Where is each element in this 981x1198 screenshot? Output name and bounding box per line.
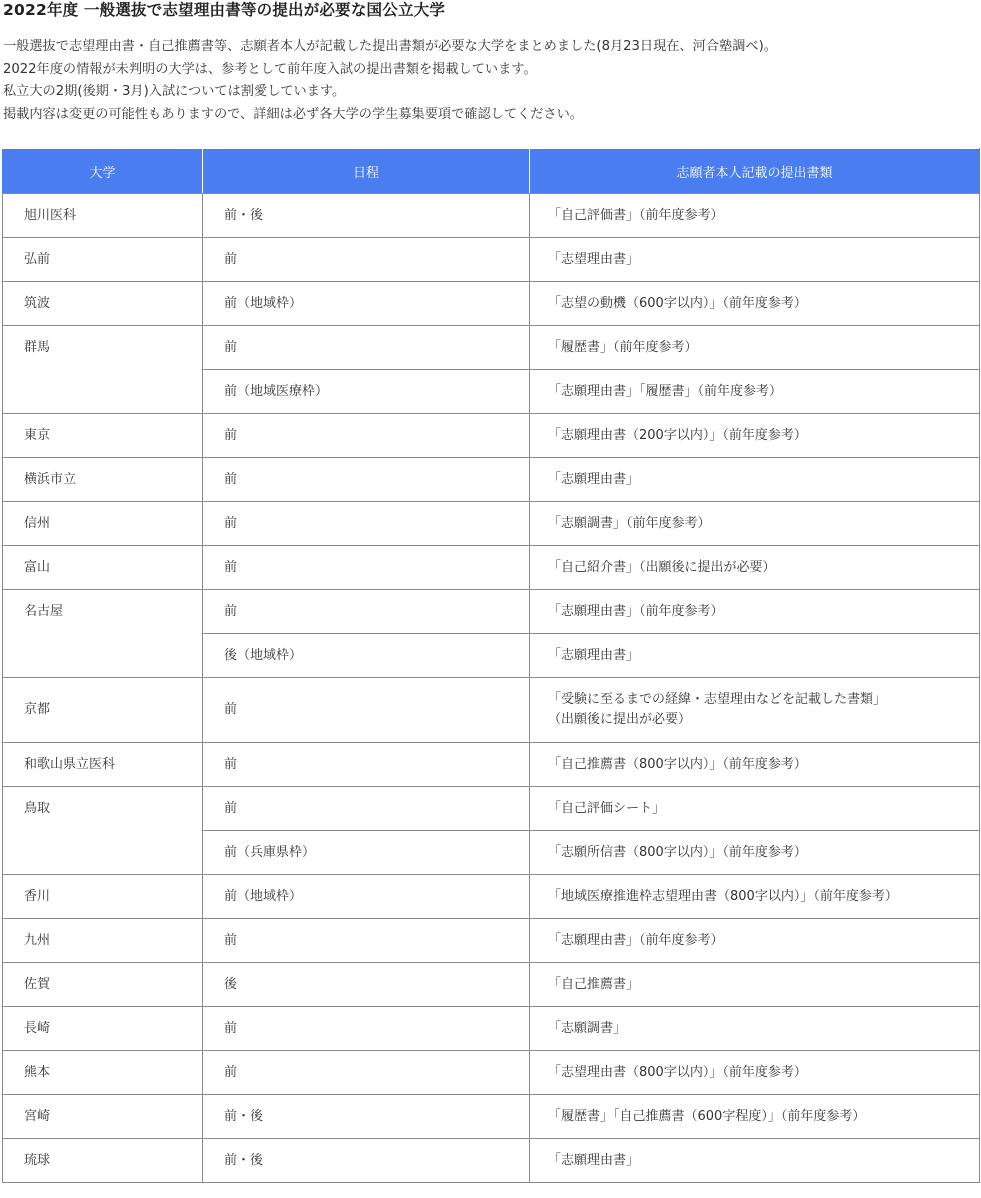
university-cell: 信州 [3,502,203,546]
document-line: 「志願理由書（200字以内）」（前年度参考） [548,427,807,443]
university-cell: 鳥取 [3,787,203,875]
documents-cell [530,502,980,546]
documents-cell [530,458,980,502]
schedule-cell: 前・後 [203,194,530,238]
table-body [3,194,980,1183]
documents-cell [530,787,980,831]
university-cell: 和歌山県立医科 [3,743,203,787]
university-cell: 群馬 [3,326,203,414]
header-schedule: 日程 [203,149,530,194]
document-line: 「志願所信書（800字以内）」（前年度参考） [548,844,807,860]
document-line: 「志願理由書」 [548,471,640,487]
schedule-cell: 前（兵庫県枠） [203,831,530,875]
schedule-cell: 前 [203,743,530,787]
university-cell: 長崎 [3,1007,203,1051]
document-line: 「志願理由書」（前年度参考） [548,932,724,948]
documents-cell [530,963,980,1007]
document-line: 「地域医療推進枠志望理由書（800字以内）」（前年度参考） [548,888,898,904]
document-line: 「履歴書」「自己推薦書（600字程度）」（前年度参考） [548,1108,866,1124]
university-cell: 横浜市立 [3,458,203,502]
table-row [3,919,980,963]
table-header-row [3,149,980,194]
document-line: 「志望理由書（800字以内）」（前年度参考） [548,1064,807,1080]
documents-cell [530,238,980,282]
table-row [3,678,980,743]
documents-cell [530,1139,980,1183]
schedule-cell: 前 [203,787,530,831]
document-line: 「履歴書」（前年度参考） [548,339,698,355]
schedule-cell: 前 [203,919,530,963]
table-row [3,458,980,502]
schedule-cell: 前 [203,546,530,590]
table-row [3,502,980,546]
header-university: 大学 [3,149,203,194]
documents-cell [530,831,980,875]
table-row [3,326,980,370]
table-row [3,1095,980,1139]
document-line: 「自己推薦書（800字以内）」（前年度参考） [548,756,807,772]
table-row [3,875,980,919]
intro-line: 2022年度の情報が未判明の大学は、参考として前年度入試の提出書類を掲載しています。 [3,61,537,77]
documents-cell [530,919,980,963]
university-cell: 宮崎 [3,1095,203,1139]
document-line: （出願後に提出が必要） [548,712,692,727]
university-cell: 九州 [3,919,203,963]
schedule-cell: 前 [203,1051,530,1095]
document-line: 「自己評価書」（前年度参考） [548,207,724,223]
documents-cell [530,1007,980,1051]
documents-cell [530,1095,980,1139]
university-cell: 香川 [3,875,203,919]
table-row [3,963,980,1007]
university-cell: 名古屋 [3,590,203,678]
document-line: 「志願理由書」「履歴書」（前年度参考） [548,383,783,399]
schedule-cell: 前 [203,414,530,458]
table-row [3,1139,980,1183]
document-line: 「志願理由書」 [548,1152,640,1168]
schedule-cell: 前（地域枠） [203,282,530,326]
schedule-cell: 前・後 [203,1139,530,1183]
table-row [3,414,980,458]
table-row [3,194,980,238]
schedule-cell: 後（地域枠） [203,634,530,678]
university-cell: 旭川医科 [3,194,203,238]
documents-cell [530,678,980,743]
documents-cell [530,875,980,919]
schedule-cell: 前 [203,238,530,282]
university-cell: 熊本 [3,1051,203,1095]
intro-line: 私立大の2期(後期・3月)入試については割愛しています。 [3,84,346,99]
schedule-cell: 後 [203,963,530,1007]
schedule-cell: 前 [203,458,530,502]
table-row [3,1051,980,1095]
schedule-cell: 前（地域枠） [203,875,530,919]
intro-line: 一般選抜で志望理由書・自己推薦書等、志願者本人が記載した提出書類が必要な大学をまとめました(8月23日現在、河合塾調べ)。 [3,39,777,54]
documents-cell [530,590,980,634]
intro-text [3,36,978,126]
page-title: 2022年度 一般選抜で志望理由書等の提出が必要な国公立大学 [3,1,446,19]
university-cell: 京都 [3,678,203,743]
documents-cell [530,326,980,370]
schedule-cell: 前 [203,678,530,743]
document-line: 「志願理由書」 [548,647,640,663]
document-line: 「受験に至るまでの経緯・志望理由などを記載した書類」 [548,692,887,707]
table-row [3,787,980,831]
document-line: 「志願調書」（前年度参考） [548,515,711,531]
header-documents: 志願者本人記載の提出書類 [530,149,980,194]
documents-cell [530,634,980,678]
table-row [3,238,980,282]
table-row [3,282,980,326]
documents-cell [530,743,980,787]
table-row [3,743,980,787]
document-line: 「志望の動機（600字以内）」（前年度参考） [548,295,807,311]
documents-cell [530,546,980,590]
schedule-cell: 前 [203,502,530,546]
schedule-cell: 前 [203,326,530,370]
university-cell: 富山 [3,546,203,590]
documents-cell [530,194,980,238]
table-row [3,1007,980,1051]
documents-cell [530,370,980,414]
document-line: 「自己紹介書」（出願後に提出が必要） [548,559,776,575]
university-cell: 琉球 [3,1139,203,1183]
schedule-cell: 前 [203,1007,530,1051]
university-cell: 筑波 [3,282,203,326]
university-cell: 弘前 [3,238,203,282]
document-line: 「自己推薦書」 [548,976,640,992]
document-line: 「志望理由書」 [548,251,640,267]
documents-cell [530,414,980,458]
schedule-cell: 前（地域医療枠） [203,370,530,414]
document-line: 「志願理由書」（前年度参考） [548,603,724,619]
universities-table [2,148,980,1183]
schedule-cell: 前・後 [203,1095,530,1139]
documents-cell [530,282,980,326]
schedule-cell: 前 [203,590,530,634]
document-line: 「自己評価シート」 [548,800,666,816]
table-row [3,590,980,634]
document-line: 「志願調書」 [548,1020,627,1036]
documents-cell [530,1051,980,1095]
table-row [3,546,980,590]
university-cell: 東京 [3,414,203,458]
intro-line: 掲載内容は変更の可能性もありますので、詳細は必ず各大学の学生募集要項で確認してください。 [3,106,583,122]
university-cell: 佐賀 [3,963,203,1007]
